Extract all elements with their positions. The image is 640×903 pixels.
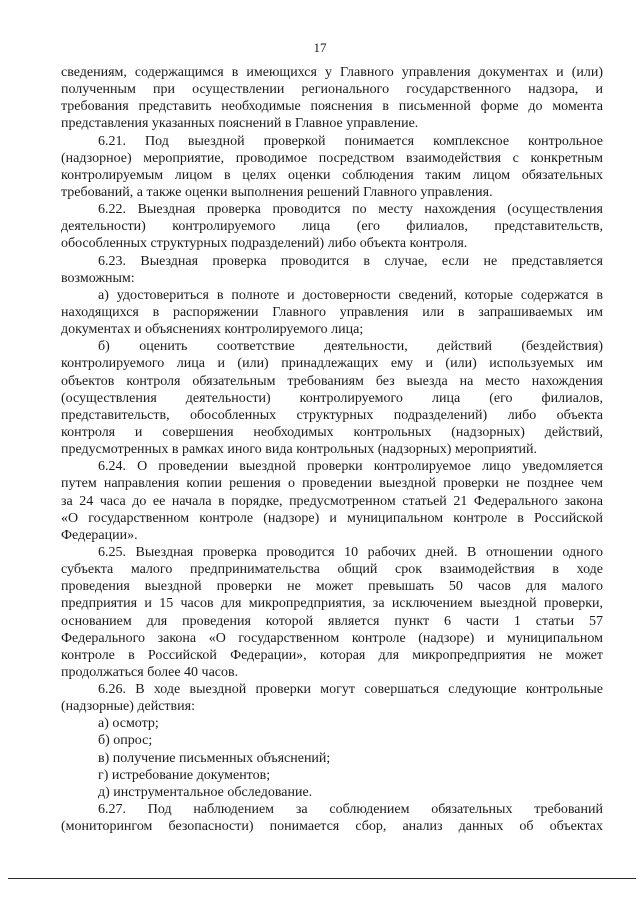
text-line: путем направления копии решения о проведении выездной проверки не позднее чем — [61, 476, 603, 492]
text-line: «О государственном контроле (надзоре) и муниципальном контроле в Российской — [61, 510, 603, 526]
text-line: (осуществления деятельности) контролируемого лица (его филиалов, — [61, 390, 603, 406]
text-line: предприятия и 15 часов для микропредприятия, за исключением выездной проверки, — [61, 596, 603, 612]
text-line: требований, а также оценки выполнения решений Главного управления. — [61, 184, 493, 200]
text-line: Федерации». — [61, 527, 138, 543]
text-line: контроля и совершения необходимых контрольных (надзорных) действий, — [61, 424, 603, 440]
text-line: 6.22. Выездная проверка проводится по месту нахождения (осуществления — [98, 202, 603, 218]
text-line: (надзорные) действия: — [61, 699, 195, 715]
bottom-border-line — [8, 878, 636, 879]
text-line: основанием для проведения которой является пункт 6 части 1 статьи 57 — [61, 613, 603, 629]
text-line: субъекта малого предпринимательства общий срок взаимодействия в ходе — [61, 562, 603, 578]
text-line: находящихся в распоряжении Главного управления или в запрашиваемых им — [61, 304, 603, 320]
text-line: возможным: — [61, 270, 135, 286]
text-line: продолжаться более 40 часов. — [61, 664, 239, 680]
text-line: б) оценить соответствие деятельности, действий (бездействия) — [98, 339, 603, 355]
text-line: д) инструментальное обследование. — [98, 784, 313, 800]
text-line: полученным при осуществлении регионального государственного надзора, и — [61, 82, 603, 98]
text-line: Федерального закона «О государственном контроле (надзоре) и муниципальном — [61, 630, 603, 646]
text-line: 6.27. Под наблюдением за соблюдением обязательных требований — [98, 802, 603, 818]
text-line: обособленных структурных подразделений) либо объекта контроля. — [61, 236, 468, 252]
text-line: г) истребование документов; — [98, 767, 271, 783]
text-line: б) опрос; — [98, 733, 153, 749]
text-line: 6.24. О проведении выездной проверки контролируемое лицо уведомляется — [98, 459, 603, 475]
text-line: в) получение письменных объяснений; — [98, 750, 331, 766]
text-line: а) удостовериться в полноте и достоверности сведений, которые содержатся в — [98, 287, 603, 303]
text-line: контролируемого лица и (или) принадлежащих ему и (или) используемых им — [61, 356, 603, 372]
text-line: предусмотренных в рамках иного вида контрольных (надзорных) мероприятий. — [61, 442, 537, 458]
text-line: а) осмотр; — [98, 716, 159, 732]
page-number: 17 — [313, 40, 327, 55]
text-line: (надзорное) мероприятие, проводимое посредством взаимодействия с конкретным — [61, 150, 603, 166]
text-line: 6.21. Под выездной проверкой понимается комплексное контрольное — [98, 133, 603, 149]
text-line: (мониторингом безопасности) понимается сбор, анализ данных об объектах — [61, 819, 603, 835]
text-line: представительств, обособленных структурных подразделений) либо объекта — [61, 407, 603, 423]
text-line: документах и объяснениях контролируемого лица; — [61, 322, 364, 338]
text-line: контроле в Российской Федерации», которая для микропредприятия не может — [61, 647, 603, 663]
text-line: представления указанных пояснений в Главное управление. — [61, 116, 419, 132]
text-line: контролируемым лицом в целях оценки соблюдения таким лицом обязательных — [61, 167, 603, 183]
text-line: 6.25. Выездная проверка проводится 10 рабочих дней. В отношении одного — [98, 544, 603, 560]
document-body — [61, 64, 603, 835]
text-line: требования представить необходимые пояснения в письменной форме до момента — [61, 99, 603, 115]
text-line: 6.26. В ходе выездной проверки могут совершаться следующие контрольные — [98, 682, 603, 698]
text-line: объектов контроля обязательным требованиям без выезда на место нахождения — [61, 373, 603, 389]
text-line: деятельности) контролируемого лица (его филиалов, представительств, — [61, 219, 603, 235]
text-line: за 24 часа до ее начала в порядке, предусмотренном статьей 21 Федерального закона — [61, 493, 603, 509]
text-line: проведения выездной проверки не может превышать 50 часов для малого — [61, 579, 603, 595]
text-line: сведениям, содержащимся в имеющихся у Главного управления документах и (или) — [61, 65, 603, 80]
text-line: 6.23. Выездная проверка проводится в случае, если не представляется — [98, 253, 603, 269]
